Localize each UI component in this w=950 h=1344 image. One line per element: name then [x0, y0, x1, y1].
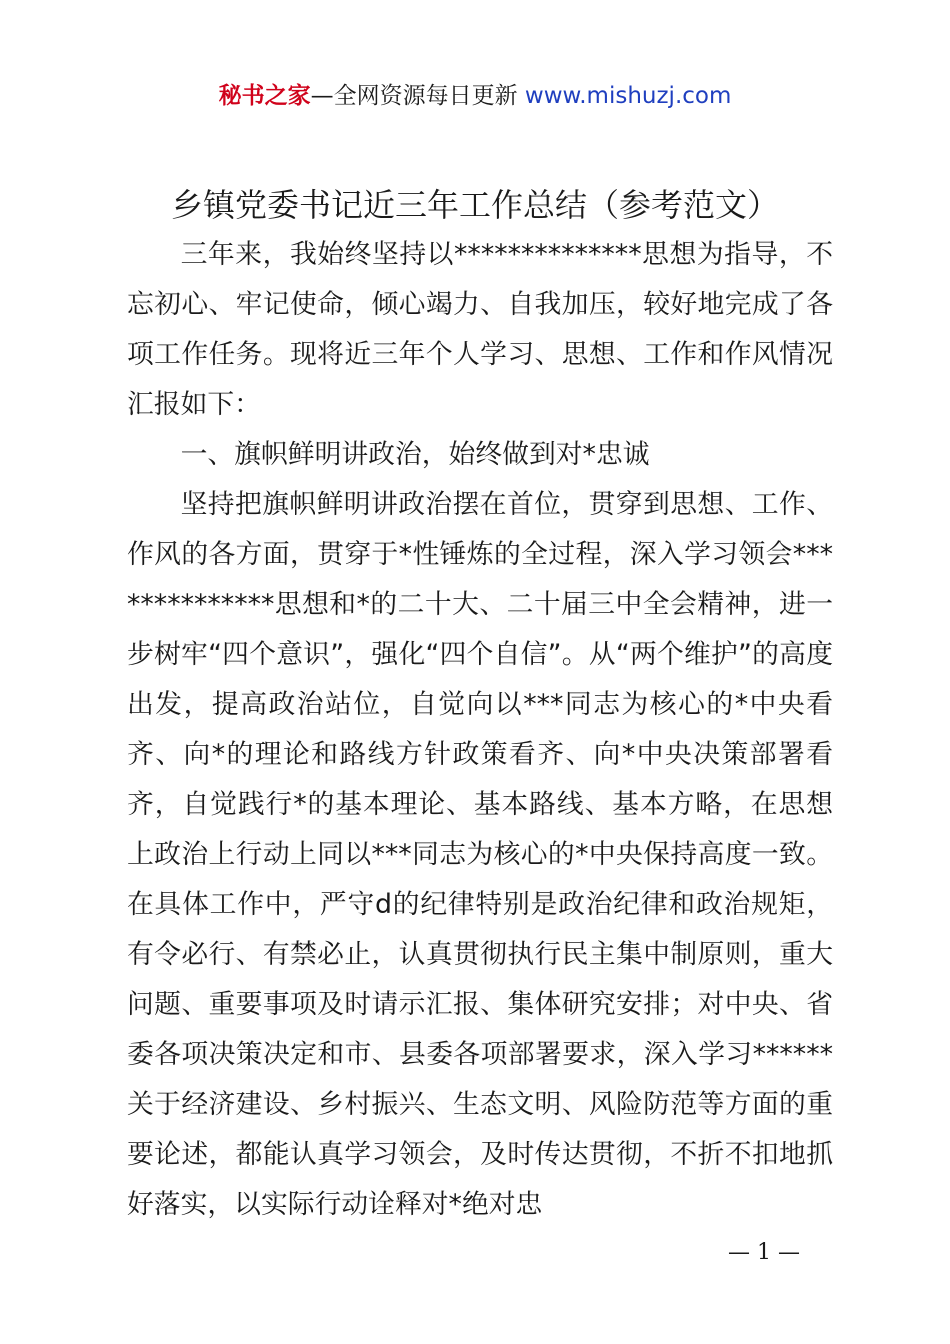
section-heading-1: 一、旗帜鲜明讲政治，始终做到对*忠诚	[180, 439, 650, 470]
page-number: — 1 —	[728, 1240, 800, 1265]
site-brand-name: 秘书之家	[218, 83, 311, 109]
site-header	[0, 80, 950, 112]
site-tagline: —全网资源每日更新	[310, 83, 518, 109]
document-title: 乡镇党委书记近三年工作总结（参考范文）	[170, 186, 779, 224]
intro-paragraph: 三年来，我始终坚持以**************思想为指导，不忘初心、牢记使命，倾心竭力、自我加压，较好地完成了各项工作任务。现将近三年个人学习、思想、工作和作风情况汇报如下：	[127, 239, 833, 420]
section-1-paragraph: 坚持把旗帜鲜明讲政治摆在首位，贯穿到思想、工作、作风的各方面，贯穿于*性锤炼的全过程，深入学习领会**************思想和*的二十大、二十届三中全会精神，进一步树牢“四个意识”，强化“四个自信”。从“两个维护”的高度出发，提高政治站位，自觉向以***同志为核心的*中央看齐、向*的理论和路线方针政策看齐、向*中央决策部署看齐，自觉践行*的基本理论、基本路线、基本方略，在思想上政治上行动上同以***同志为核心的*中央保持高度一致。在具体工作中，严守d的纪律特别是政治纪律和政治规矩，有令必行、有禁必止，认真贯彻执行民主集中制原则，重大问题、重要事项及时请示汇报、集体研究安排；对中央、省委各项决策决定和市、县委各项部署要求，深入学习******关于经济建设、乡村振兴、生态文明、风险防范等方面的重要论述，都能认真学习领会，及时传达贯彻，不折不扣地抓好落实，以实际行动诠释对*绝对忠	[127, 489, 833, 1220]
document-body	[127, 230, 833, 1230]
site-url-link[interactable]: www.mishuzj.com	[524, 83, 732, 109]
